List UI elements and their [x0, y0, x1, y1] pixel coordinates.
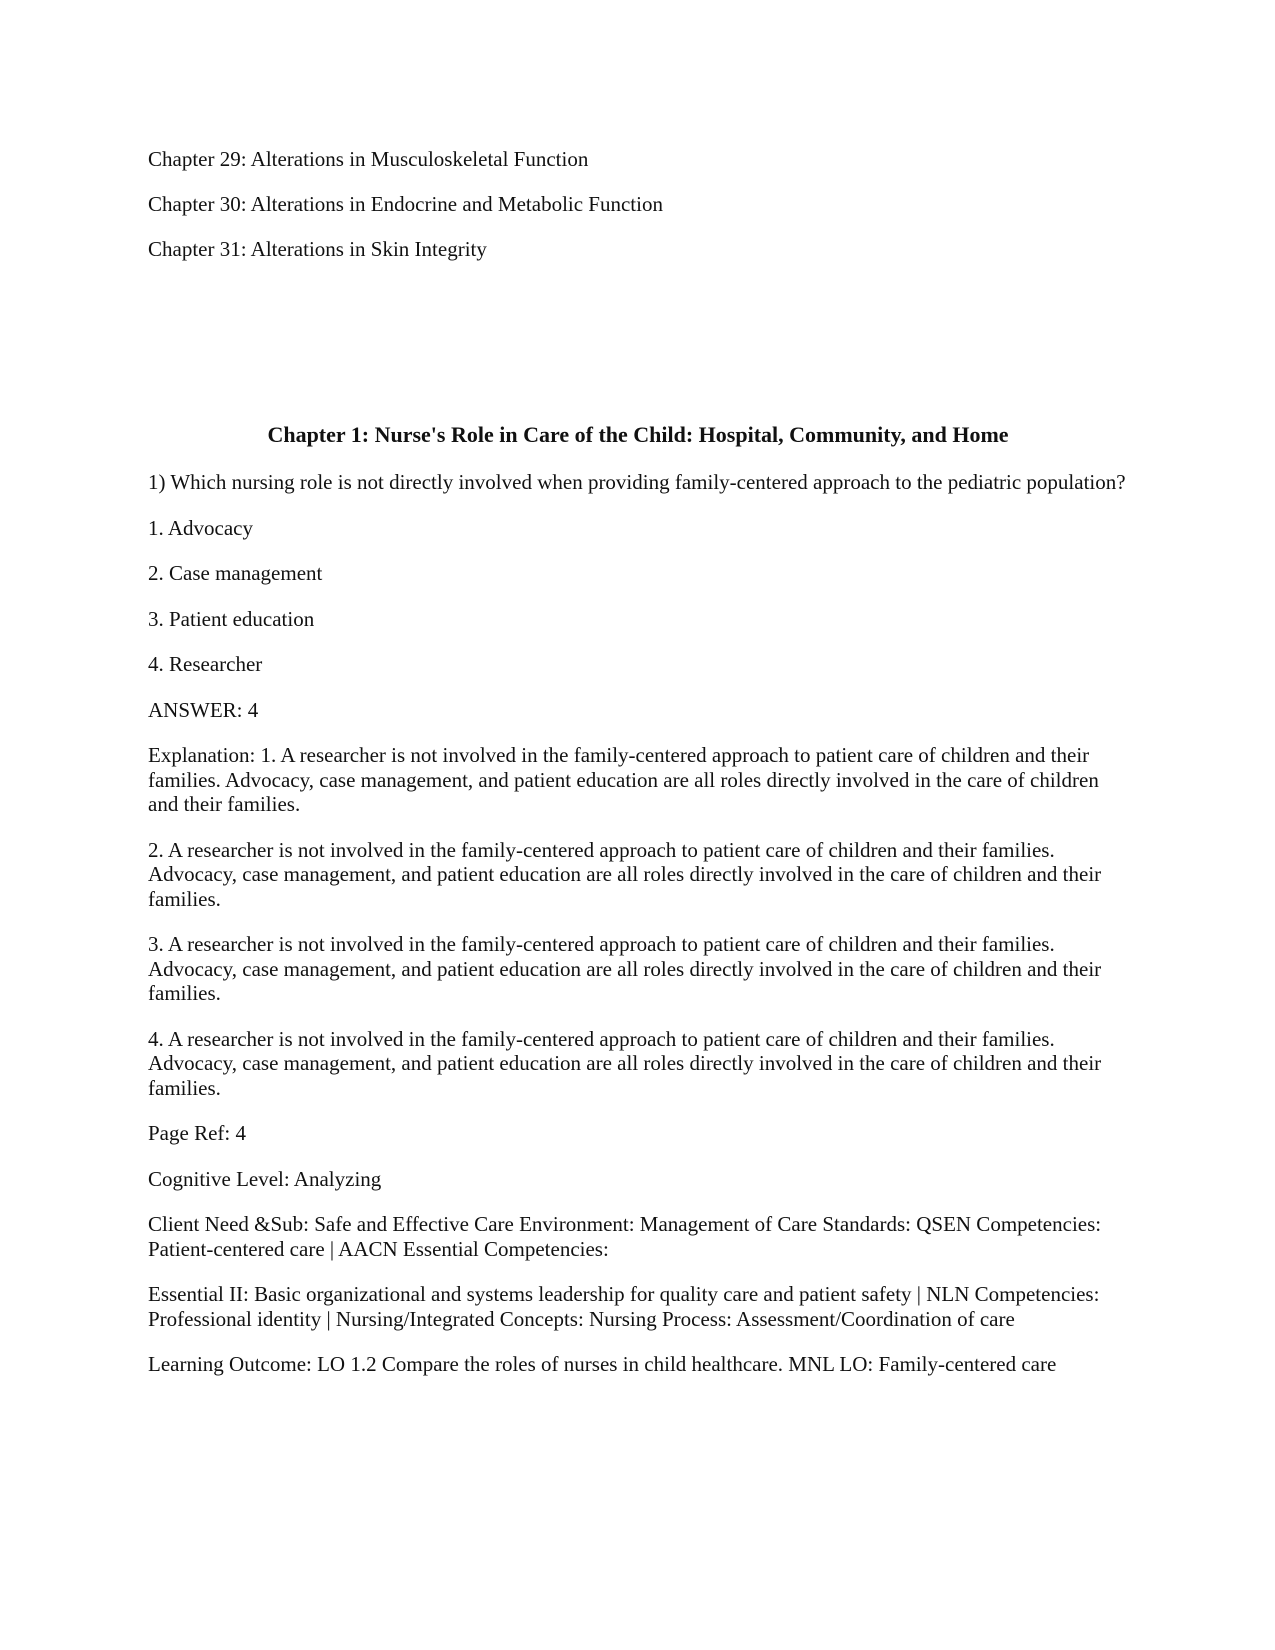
chapter-title: Chapter 1: Nurse's Role in Care of the Child: Hospital, Community, and Home	[267, 422, 1009, 447]
toc-item-chapter-29: Chapter 29: Alterations in Musculoskeletal Function	[148, 147, 589, 171]
explanation-1: Explanation: 1. A researcher is not involved in the family-centered approach to patient care of children and their families. Advocacy, case management, and patient education are all roles directly involved in the care of children and their families.	[148, 743, 1099, 816]
explanation-3: 3. A researcher is not involved in the family-centered approach to patient care of children and their families. Advocacy, case management, and patient education are all roles directly involved in the care of children and their families.	[148, 932, 1102, 1005]
learning-outcome: Learning Outcome: LO 1.2 Compare the roles of nurses in child healthcare. MNL LO: Family-centered care	[148, 1352, 1057, 1376]
toc-item-chapter-30: Chapter 30: Alterations in Endocrine and Metabolic Function	[148, 192, 663, 216]
explanation-4: 4. A researcher is not involved in the family-centered approach to patient care of children and their families. Advocacy, case management, and patient education are all roles directly involved in the care of children and their families.	[148, 1026, 1102, 1100]
question-stem: 1) Which nursing role is not directly involved when providing family-centered approach to the pediatric population?	[148, 470, 1126, 494]
toc-item-chapter-31: Chapter 31: Alterations in Skin Integrity	[148, 237, 487, 261]
option-2: 2. Case management	[148, 561, 323, 585]
explanation-2: 2. A researcher is not involved in the family-centered approach to patient care of children and their families. Advocacy, case management, and patient education are all roles directly involved in the care of children and their families.	[148, 837, 1102, 911]
option-1: 1. Advocacy	[148, 515, 253, 540]
question-block	[148, 470, 1128, 1398]
cognitive-level: Cognitive Level: Analyzing	[148, 1166, 382, 1191]
table-of-contents	[148, 147, 1128, 282]
answer: ANSWER: 4	[148, 697, 259, 722]
client-need: Client Need &Sub: Safe and Effective Care Environment: Management of Care Standards: QSEN Competencies: Patient-centered care | AACN Essential Competencies:	[148, 1212, 1102, 1261]
page-ref: Page Ref: 4	[148, 1121, 246, 1145]
option-4: 4. Researcher	[148, 652, 263, 676]
essential-competencies: Essential II: Basic organizational and systems leadership for quality care and patient safety | NLN Competencies: Professional identity | Nursing/Integrated Concepts: Nursing Process: Assessment/Coordination of care	[148, 1282, 1100, 1331]
option-3: 3. Patient education	[148, 606, 315, 631]
